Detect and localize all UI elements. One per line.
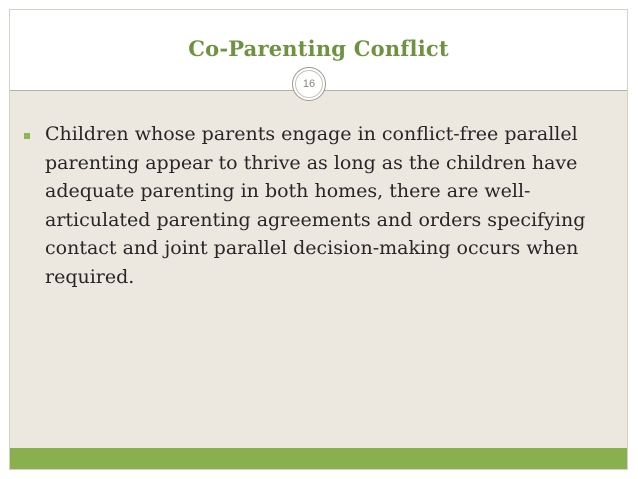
bullet-text: Children whose parents engage in conflict-free parallel parenting appear to thrive as long as the children have adequate parenting in both homes, there are well-articulated parenting agreements and orders specifying contact and joint parallel decision-making occurs when required.: [45, 123, 586, 288]
bullet-square-icon: [24, 133, 30, 139]
bullet-item: [24, 120, 614, 291]
slide-content: [24, 120, 614, 291]
slide-number-badge: [292, 67, 326, 101]
footer-accent-bar: [10, 448, 627, 469]
slide-title: Co-Parenting Conflict: [188, 36, 449, 61]
slide-number: 16: [295, 70, 323, 98]
